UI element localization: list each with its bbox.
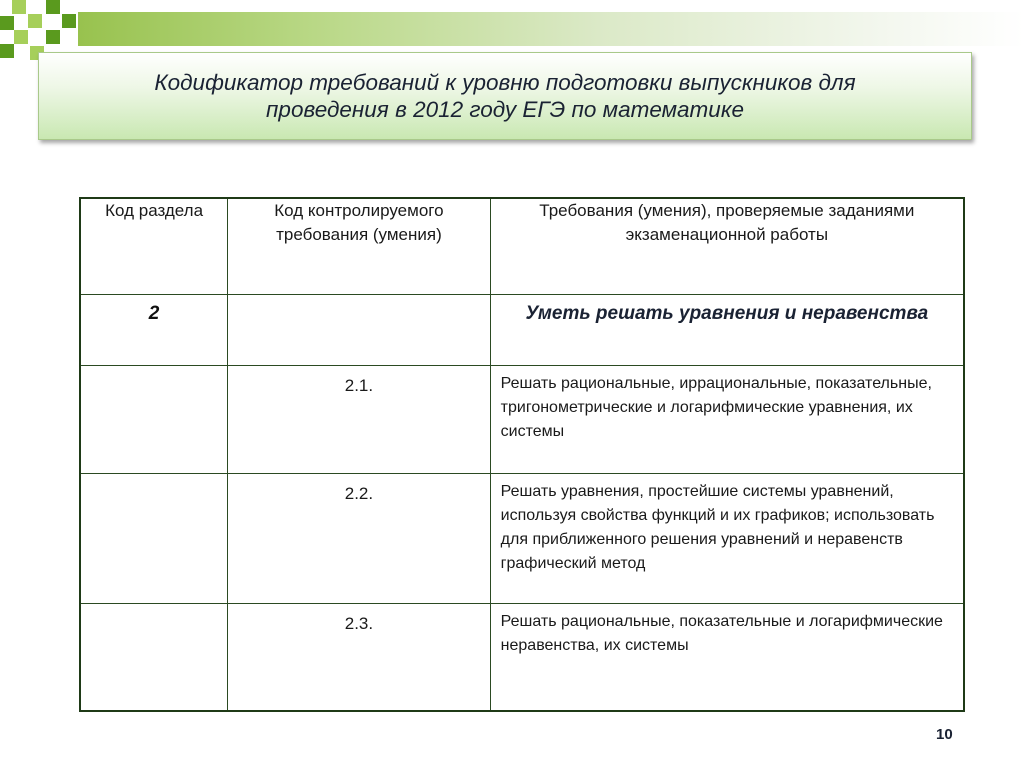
deco-square: [0, 44, 14, 58]
codifier-table: [79, 197, 965, 712]
table-header-row: [80, 198, 964, 294]
section-code: 2: [80, 294, 228, 365]
top-gradient-bar: [78, 12, 1024, 46]
table-row: [80, 603, 964, 711]
deco-square: [28, 14, 42, 28]
row-code: 2.3.: [228, 603, 491, 711]
row-section-code: [80, 365, 228, 473]
title-box: [38, 52, 972, 140]
slide-title-line1: Кодификатор требований к уровню подготовки выпускников для: [154, 70, 856, 95]
header-requirement-text: Требования (умения), проверяемые заданиями экзаменационной работы: [490, 198, 964, 294]
slide-title: [154, 69, 855, 123]
deco-square: [62, 14, 76, 28]
row-code: 2.2.: [228, 473, 491, 603]
row-text: Решать уравнения, простейшие системы уравнений, используя свойства функций и их графиков; использовать для приближенного решения уравнений и неравенств графический метод: [490, 473, 964, 603]
table-row: [80, 365, 964, 473]
section-requirement: Уметь решать уравнения и неравенства: [490, 294, 964, 365]
page-number: 10: [936, 726, 953, 743]
row-text: Решать рациональные, показательные и логарифмические неравенства, их системы: [490, 603, 964, 711]
row-text: Решать рациональные, иррациональные, показательные, тригонометрические и логарифмические уравнения, их системы: [490, 365, 964, 473]
section-empty-cell: [228, 294, 491, 365]
row-section-code: [80, 473, 228, 603]
deco-square: [46, 30, 60, 44]
deco-square: [14, 30, 28, 44]
deco-square: [0, 16, 14, 30]
deco-square: [12, 0, 26, 14]
header-requirement-code: Код контролируемого требования (умения): [228, 198, 491, 294]
deco-square: [46, 0, 60, 14]
row-code: 2.1.: [228, 365, 491, 473]
section-row: [80, 294, 964, 365]
header-section-code: Код раздела: [80, 198, 228, 294]
row-section-code: [80, 603, 228, 711]
table-row: [80, 473, 964, 603]
slide-title-line2: проведения в 2012 году ЕГЭ по математике: [266, 97, 744, 122]
